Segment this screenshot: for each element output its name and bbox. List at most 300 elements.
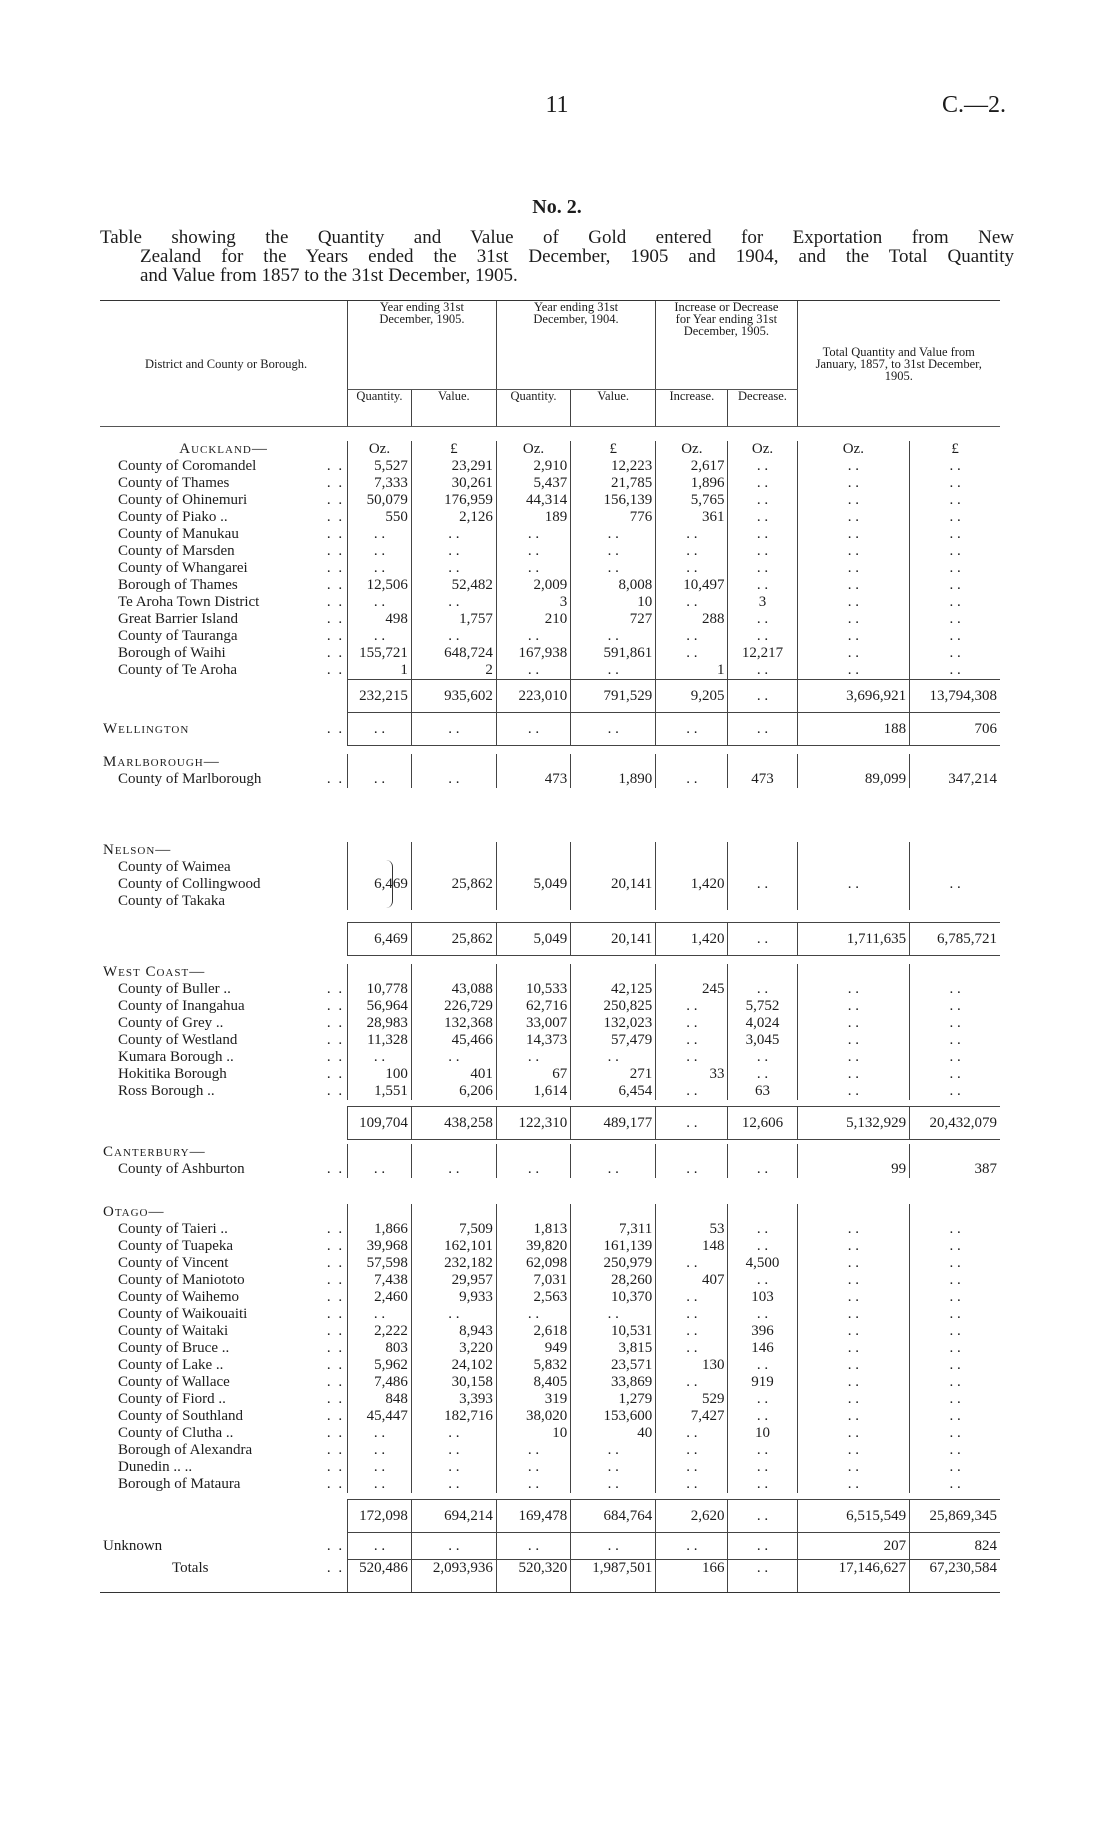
district-name xyxy=(100,998,348,1015)
cell-v04: 271 xyxy=(571,1066,656,1083)
cell-inc: . . xyxy=(656,1015,728,1032)
leader-dots: . . xyxy=(326,475,345,491)
leader-dots: . . xyxy=(326,594,345,610)
cell-v04: . . xyxy=(571,1459,656,1476)
cell-inc: 7,427 xyxy=(656,1408,728,1425)
title-line-2: Zealand for the Years ended the 31st December, 1905 and 1904, and the Total Quantity xyxy=(140,246,1014,267)
increase-header: Increase. xyxy=(656,390,728,427)
district-name xyxy=(100,1340,348,1357)
cell-inc: 2,617 xyxy=(656,458,728,475)
cell-q05: . . xyxy=(348,1425,412,1442)
cell-v05: 9,933 xyxy=(411,1289,496,1306)
cell-q04: 7,031 xyxy=(496,1272,570,1289)
cell-v05: 45,466 xyxy=(411,1032,496,1049)
district-name xyxy=(100,1425,348,1442)
leader-dots: . . xyxy=(326,1066,345,1082)
district-name xyxy=(100,560,348,577)
district-name-text: Dunedin .. .. xyxy=(118,1459,193,1475)
cell-tq: . . xyxy=(797,628,910,645)
cell-tq: . . xyxy=(797,492,910,509)
table-row xyxy=(100,1083,1000,1100)
cell-v04: 28,260 xyxy=(571,1272,656,1289)
district-name-text: County of Tauranga xyxy=(118,628,238,644)
cell-v04: 40 xyxy=(571,1425,656,1442)
cell-v04: 12,223 xyxy=(571,458,656,475)
cell-tq: . . xyxy=(797,543,910,560)
district-name xyxy=(100,594,348,611)
cell-v05: 30,261 xyxy=(411,475,496,492)
district-name-text: Borough of Alexandra xyxy=(118,1442,253,1458)
cell-v04: 1,279 xyxy=(571,1391,656,1408)
cell-tq: . . xyxy=(797,1306,910,1323)
cell-tv: . . xyxy=(910,475,1000,492)
cell-tq: . . xyxy=(797,1015,910,1032)
leader-dots: . . xyxy=(326,1289,345,1305)
cell-inc: . . xyxy=(656,1340,728,1357)
cell-inc: . . xyxy=(656,1255,728,1272)
cell-dec: . . xyxy=(728,1500,797,1533)
cell-q05: 5,527 xyxy=(348,458,412,475)
cell-q04: 10,533 xyxy=(496,981,570,998)
cell-q04: 473 xyxy=(496,771,570,788)
cell-inc: . . xyxy=(656,560,728,577)
cell-q04: 38,020 xyxy=(496,1408,570,1425)
cell-v05: 648,724 xyxy=(411,645,496,662)
cell-dec: . . xyxy=(728,1533,797,1560)
cell-tv: 20,432,079 xyxy=(910,1107,1000,1140)
cell-v05: . . xyxy=(411,594,496,611)
blank-cell xyxy=(571,842,656,859)
cell-tq: . . xyxy=(797,859,910,910)
table-row xyxy=(100,1459,1000,1476)
district-name xyxy=(100,662,348,680)
section-canterbury-title: Canterbury— xyxy=(103,1144,206,1160)
cell-dec: . . xyxy=(728,923,797,956)
cell-v04: 10 xyxy=(571,594,656,611)
cell-q04: 5,832 xyxy=(496,1357,570,1374)
cell-tq: 6,515,549 xyxy=(797,1500,910,1533)
table-row xyxy=(100,859,1000,876)
cell-q05: 1 xyxy=(348,662,412,680)
cell-q04: . . xyxy=(496,560,570,577)
cell-v04: 791,529 xyxy=(571,680,656,713)
blank-cell xyxy=(910,1144,1000,1161)
unit-oz: Oz. xyxy=(797,441,910,458)
cell-v05: 438,258 xyxy=(411,1107,496,1140)
cell-v04: . . xyxy=(571,526,656,543)
cell-v05: . . xyxy=(411,543,496,560)
cell-tv: . . xyxy=(910,1066,1000,1083)
section-wellington-title xyxy=(100,713,348,746)
cell-tv: . . xyxy=(910,492,1000,509)
cell-q04: . . xyxy=(496,1161,570,1178)
table-row xyxy=(100,560,1000,577)
cell-tq: . . xyxy=(797,662,910,680)
totals-label xyxy=(100,1560,348,1593)
district-name-text: County of Westland xyxy=(118,1032,238,1048)
cell-q04: 2,618 xyxy=(496,1323,570,1340)
cell-v05: 162,101 xyxy=(411,1238,496,1255)
table-row xyxy=(100,1238,1000,1255)
blank-cell xyxy=(656,754,728,771)
cell-tv: . . xyxy=(910,1289,1000,1306)
district-name xyxy=(100,981,348,998)
leader-dots: . . xyxy=(326,611,345,627)
cell-q05: 100 xyxy=(348,1066,412,1083)
cell-v05: . . xyxy=(411,1442,496,1459)
cell-tq: . . xyxy=(797,1374,910,1391)
cell-q04: 319 xyxy=(496,1391,570,1408)
cell-q05: 50,079 xyxy=(348,492,412,509)
district-name xyxy=(100,577,348,594)
cell-q04: 169,478 xyxy=(496,1500,570,1533)
cell-dec: . . xyxy=(728,680,797,713)
cell-v05: 3,393 xyxy=(411,1391,496,1408)
cell-v04: 1,890 xyxy=(571,771,656,788)
cell-v04: 3,815 xyxy=(571,1340,656,1357)
cell-v05: . . xyxy=(411,1476,496,1493)
cell-dec: . . xyxy=(728,1066,797,1083)
table-row xyxy=(100,1289,1000,1306)
cell-dec: . . xyxy=(728,859,797,910)
cell-tq: . . xyxy=(797,1442,910,1459)
cell-tv: . . xyxy=(910,1083,1000,1100)
district-name-text: County of Ashburton xyxy=(118,1161,245,1177)
cell-v04: 684,764 xyxy=(571,1500,656,1533)
cell-q05: 10,778 xyxy=(348,981,412,998)
blank-cell xyxy=(728,1144,797,1161)
cell-q05: 2,460 xyxy=(348,1289,412,1306)
page-number: 11 xyxy=(545,92,569,118)
cell-q04: 1,813 xyxy=(496,1221,570,1238)
district-name-text: County of Tuapeka xyxy=(118,1238,234,1254)
cell-v05: 7,509 xyxy=(411,1221,496,1238)
district-name xyxy=(100,526,348,543)
district-name-text: County of Waihemo xyxy=(118,1289,240,1305)
cell-q05: 12,506 xyxy=(348,577,412,594)
spacer-row xyxy=(100,746,1000,755)
cell-v05: 25,862 xyxy=(411,859,496,910)
increase-decrease-header: Increase or Decrease for Year ending 31st December, 1905. xyxy=(656,301,797,390)
cell-q05: . . xyxy=(348,1306,412,1323)
district-name-text: Great Barrier Island xyxy=(118,611,238,627)
total-quantity-value-header: Total Quantity and Value from January, 1857, to 31st December, 1905. xyxy=(797,301,1000,427)
cell-q04: . . xyxy=(496,628,570,645)
cell-v04: 161,139 xyxy=(571,1238,656,1255)
cell-q04: 2,009 xyxy=(496,577,570,594)
leader-dots: . . xyxy=(326,1340,345,1356)
cell-dec: . . xyxy=(728,1306,797,1323)
cell-v05: 52,482 xyxy=(411,577,496,594)
district-name xyxy=(100,1459,348,1476)
leader-dots: . . xyxy=(326,1357,345,1373)
cell-tq: . . xyxy=(797,1357,910,1374)
district-name xyxy=(100,611,348,628)
cell-q05: . . xyxy=(348,560,412,577)
totals-row xyxy=(100,1560,1000,1593)
cell-q05: 6,469 xyxy=(348,923,412,956)
district-name-text: County of Grey .. xyxy=(118,1015,224,1031)
spacer-row xyxy=(100,910,1000,923)
table-row xyxy=(100,1161,1000,1178)
leader-dots: . . xyxy=(326,628,345,644)
cell-v04: . . xyxy=(571,1161,656,1178)
table-row xyxy=(100,1323,1000,1340)
cell-q05: 498 xyxy=(348,611,412,628)
cell-tq: . . xyxy=(797,1323,910,1340)
cell-tv: . . xyxy=(910,1374,1000,1391)
cell-tv: . . xyxy=(910,1221,1000,1238)
cell-q05: 109,704 xyxy=(348,1107,412,1140)
cell-dec: 10 xyxy=(728,1425,797,1442)
cell-inc: . . xyxy=(656,713,728,746)
cell-inc: . . xyxy=(656,1107,728,1140)
leader-dots: . . xyxy=(326,1408,345,1424)
district-name-text: County of Marlborough xyxy=(118,771,262,787)
unit-oz: Oz. xyxy=(656,441,728,458)
cell-inc: . . xyxy=(656,1533,728,1560)
cell-q04: 210 xyxy=(496,611,570,628)
cell-inc: . . xyxy=(656,771,728,788)
cell-tq: . . xyxy=(797,1221,910,1238)
district-name xyxy=(100,1391,348,1408)
gold-export-table xyxy=(100,300,1000,1593)
cell-dec: . . xyxy=(728,1560,797,1593)
district-name xyxy=(100,509,348,526)
cell-tv: . . xyxy=(910,1357,1000,1374)
cell-tq: . . xyxy=(797,998,910,1015)
section-otago-title: Otago— xyxy=(103,1204,165,1220)
table-row xyxy=(100,1255,1000,1272)
table-row xyxy=(100,509,1000,526)
cell-dec: . . xyxy=(728,458,797,475)
cell-q05: 28,983 xyxy=(348,1015,412,1032)
unit-oz: Oz. xyxy=(348,441,412,458)
cell-q04: . . xyxy=(496,1049,570,1066)
leader-dots: . . xyxy=(326,1391,345,1407)
section-wellington-title-text: Wellington xyxy=(103,720,190,737)
cell-v04: . . xyxy=(571,713,656,746)
cell-tv: . . xyxy=(910,1340,1000,1357)
cell-q04: 5,437 xyxy=(496,475,570,492)
leader-dots: . . xyxy=(326,662,345,678)
district-name xyxy=(100,475,348,492)
leader-dots: . . xyxy=(326,771,345,787)
cell-tv: . . xyxy=(910,543,1000,560)
blank-cell xyxy=(571,1144,656,1161)
blank-cell xyxy=(411,842,496,859)
cell-v05: 29,957 xyxy=(411,1272,496,1289)
cell-q05: 155,721 xyxy=(348,645,412,662)
leader-dots: . . xyxy=(326,1425,345,1441)
table-row xyxy=(100,543,1000,560)
cell-dec: . . xyxy=(728,475,797,492)
district-name xyxy=(100,1374,348,1391)
cell-dec: . . xyxy=(728,492,797,509)
cell-dec: 919 xyxy=(728,1374,797,1391)
cell-v04: 727 xyxy=(571,611,656,628)
unit-pound: £ xyxy=(411,441,496,458)
cell-inc: . . xyxy=(656,1289,728,1306)
cell-tq: . . xyxy=(797,458,910,475)
cell-q04: 949 xyxy=(496,1340,570,1357)
district-name-text: Borough of Waihi xyxy=(118,645,226,661)
cell-v04: 250,979 xyxy=(571,1255,656,1272)
cell-tv: . . xyxy=(910,1238,1000,1255)
cell-tv: . . xyxy=(910,509,1000,526)
unit-oz: Oz. xyxy=(496,441,570,458)
cell-inc: . . xyxy=(656,1306,728,1323)
cell-v04: . . xyxy=(571,628,656,645)
cell-inc: 5,765 xyxy=(656,492,728,509)
cell-tv: . . xyxy=(910,560,1000,577)
cell-v04: 489,177 xyxy=(571,1107,656,1140)
spacer xyxy=(100,910,1000,923)
cell-v05: . . xyxy=(411,1425,496,1442)
table-row xyxy=(100,1221,1000,1238)
blank-cell xyxy=(571,964,656,981)
cell-tv: . . xyxy=(910,1425,1000,1442)
cell-q04: 10 xyxy=(496,1425,570,1442)
leader-dots: . . xyxy=(326,543,345,559)
cell-inc: . . xyxy=(656,998,728,1015)
unit-oz: Oz. xyxy=(728,441,797,458)
section-auckland-title: Auckland— xyxy=(179,441,268,457)
cell-q05: 550 xyxy=(348,509,412,526)
district-name-text: County of Clutha .. xyxy=(118,1425,234,1441)
section-marlborough-title: Marlborough— xyxy=(103,754,220,770)
value-1905-header: Value. xyxy=(411,390,496,427)
cell-tq: . . xyxy=(797,509,910,526)
leader-dots: . . xyxy=(326,1083,345,1099)
section-otago-title-row xyxy=(100,1204,1000,1221)
cell-q05: 1,551 xyxy=(348,1083,412,1100)
table-row xyxy=(100,1032,1000,1049)
leader-dots: . . xyxy=(326,458,345,474)
leader-dots: . . xyxy=(326,1255,345,1271)
blank-cell xyxy=(656,842,728,859)
cell-tq: . . xyxy=(797,1255,910,1272)
cell-inc: 2,620 xyxy=(656,1500,728,1533)
cell-v04: 20,141 xyxy=(571,859,656,910)
cell-q05: . . xyxy=(348,526,412,543)
cell-v05: 401 xyxy=(411,1066,496,1083)
cell-v05: 2,126 xyxy=(411,509,496,526)
blank-cell xyxy=(496,754,570,771)
district-name xyxy=(100,1272,348,1289)
leader-dots: . . xyxy=(326,981,345,997)
cell-tq: 3,696,921 xyxy=(797,680,910,713)
cell-tq: . . xyxy=(797,560,910,577)
district-name xyxy=(100,1161,348,1178)
cell-v04: 132,023 xyxy=(571,1015,656,1032)
cell-tq: . . xyxy=(797,645,910,662)
cell-v04: . . xyxy=(571,560,656,577)
cell-dec: . . xyxy=(728,1442,797,1459)
cell-q04: . . xyxy=(496,1306,570,1323)
cell-q05: 57,598 xyxy=(348,1255,412,1272)
cell-tv: . . xyxy=(910,981,1000,998)
table-body xyxy=(100,427,1000,459)
table-row xyxy=(100,662,1000,680)
cell-inc: . . xyxy=(656,594,728,611)
cell-dec: . . xyxy=(728,628,797,645)
cell-q05: 7,438 xyxy=(348,1272,412,1289)
quantity-1904-header: Quantity. xyxy=(496,390,570,427)
leader-dots: . . xyxy=(326,1374,345,1390)
leader-dots: . . xyxy=(326,509,345,525)
table-row xyxy=(100,1374,1000,1391)
cell-v05: . . xyxy=(411,560,496,577)
blank-cell xyxy=(797,842,910,859)
cell-q04: 33,007 xyxy=(496,1015,570,1032)
table-row xyxy=(100,594,1000,611)
cell-inc: . . xyxy=(656,1476,728,1493)
cell-dec: 4,500 xyxy=(728,1255,797,1272)
cell-v04: 7,311 xyxy=(571,1221,656,1238)
district-name xyxy=(100,876,348,893)
district-name xyxy=(100,1357,348,1374)
cell-inc: 288 xyxy=(656,611,728,628)
cell-tq: . . xyxy=(797,1066,910,1083)
section-nelson-title: Nelson— xyxy=(103,842,172,858)
table-section xyxy=(100,458,1000,713)
cell-q05: . . xyxy=(348,1533,412,1560)
cell-tv: 67,230,584 xyxy=(910,1560,1000,1593)
cell-q05: 7,486 xyxy=(348,1374,412,1391)
cell-q04: 62,716 xyxy=(496,998,570,1015)
cell-dec: 103 xyxy=(728,1289,797,1306)
district-name-text: Hokitika Borough xyxy=(118,1066,227,1082)
blank-cell xyxy=(496,964,570,981)
cell-v05: . . xyxy=(411,771,496,788)
cell-inc: . . xyxy=(656,645,728,662)
subtotal-label-spacer xyxy=(100,1500,348,1533)
leader-dots: . . xyxy=(326,1221,345,1237)
cell-dec: . . xyxy=(728,526,797,543)
cell-q04: 5,049 xyxy=(496,923,570,956)
year-1905-header: Year ending 31st December, 1905. xyxy=(348,301,497,390)
district-name-text: County of Wallace xyxy=(118,1374,230,1390)
district-name xyxy=(100,1083,348,1100)
district-name xyxy=(100,1255,348,1272)
cell-tv: . . xyxy=(910,645,1000,662)
cell-v04: . . xyxy=(571,1533,656,1560)
district-name xyxy=(100,1066,348,1083)
district-name xyxy=(100,1323,348,1340)
cell-tv: . . xyxy=(910,1015,1000,1032)
blank-cell xyxy=(656,1204,728,1221)
district-name-text: County of Te Aroha xyxy=(118,662,238,678)
blank-cell xyxy=(797,1144,910,1161)
cell-q05: 6,469 xyxy=(348,859,412,910)
leader-dots: . . xyxy=(326,492,345,508)
table-row xyxy=(100,1306,1000,1323)
cell-inc: 407 xyxy=(656,1272,728,1289)
cell-v05: . . xyxy=(411,1161,496,1178)
district-name-text: County of Manukau xyxy=(118,526,239,542)
section-west-coast-title: West Coast— xyxy=(103,964,206,980)
district-name-text: County of Marsden xyxy=(118,543,235,559)
cell-q05: 45,447 xyxy=(348,1408,412,1425)
leader-dots: . . xyxy=(326,1032,345,1048)
cell-q05: . . xyxy=(348,1476,412,1493)
cell-tv: 6,785,721 xyxy=(910,923,1000,956)
cell-dec: . . xyxy=(728,1391,797,1408)
district-name xyxy=(100,859,348,876)
cell-v04: . . xyxy=(571,1049,656,1066)
district-name-text: County of Waikouaiti xyxy=(118,1306,248,1322)
